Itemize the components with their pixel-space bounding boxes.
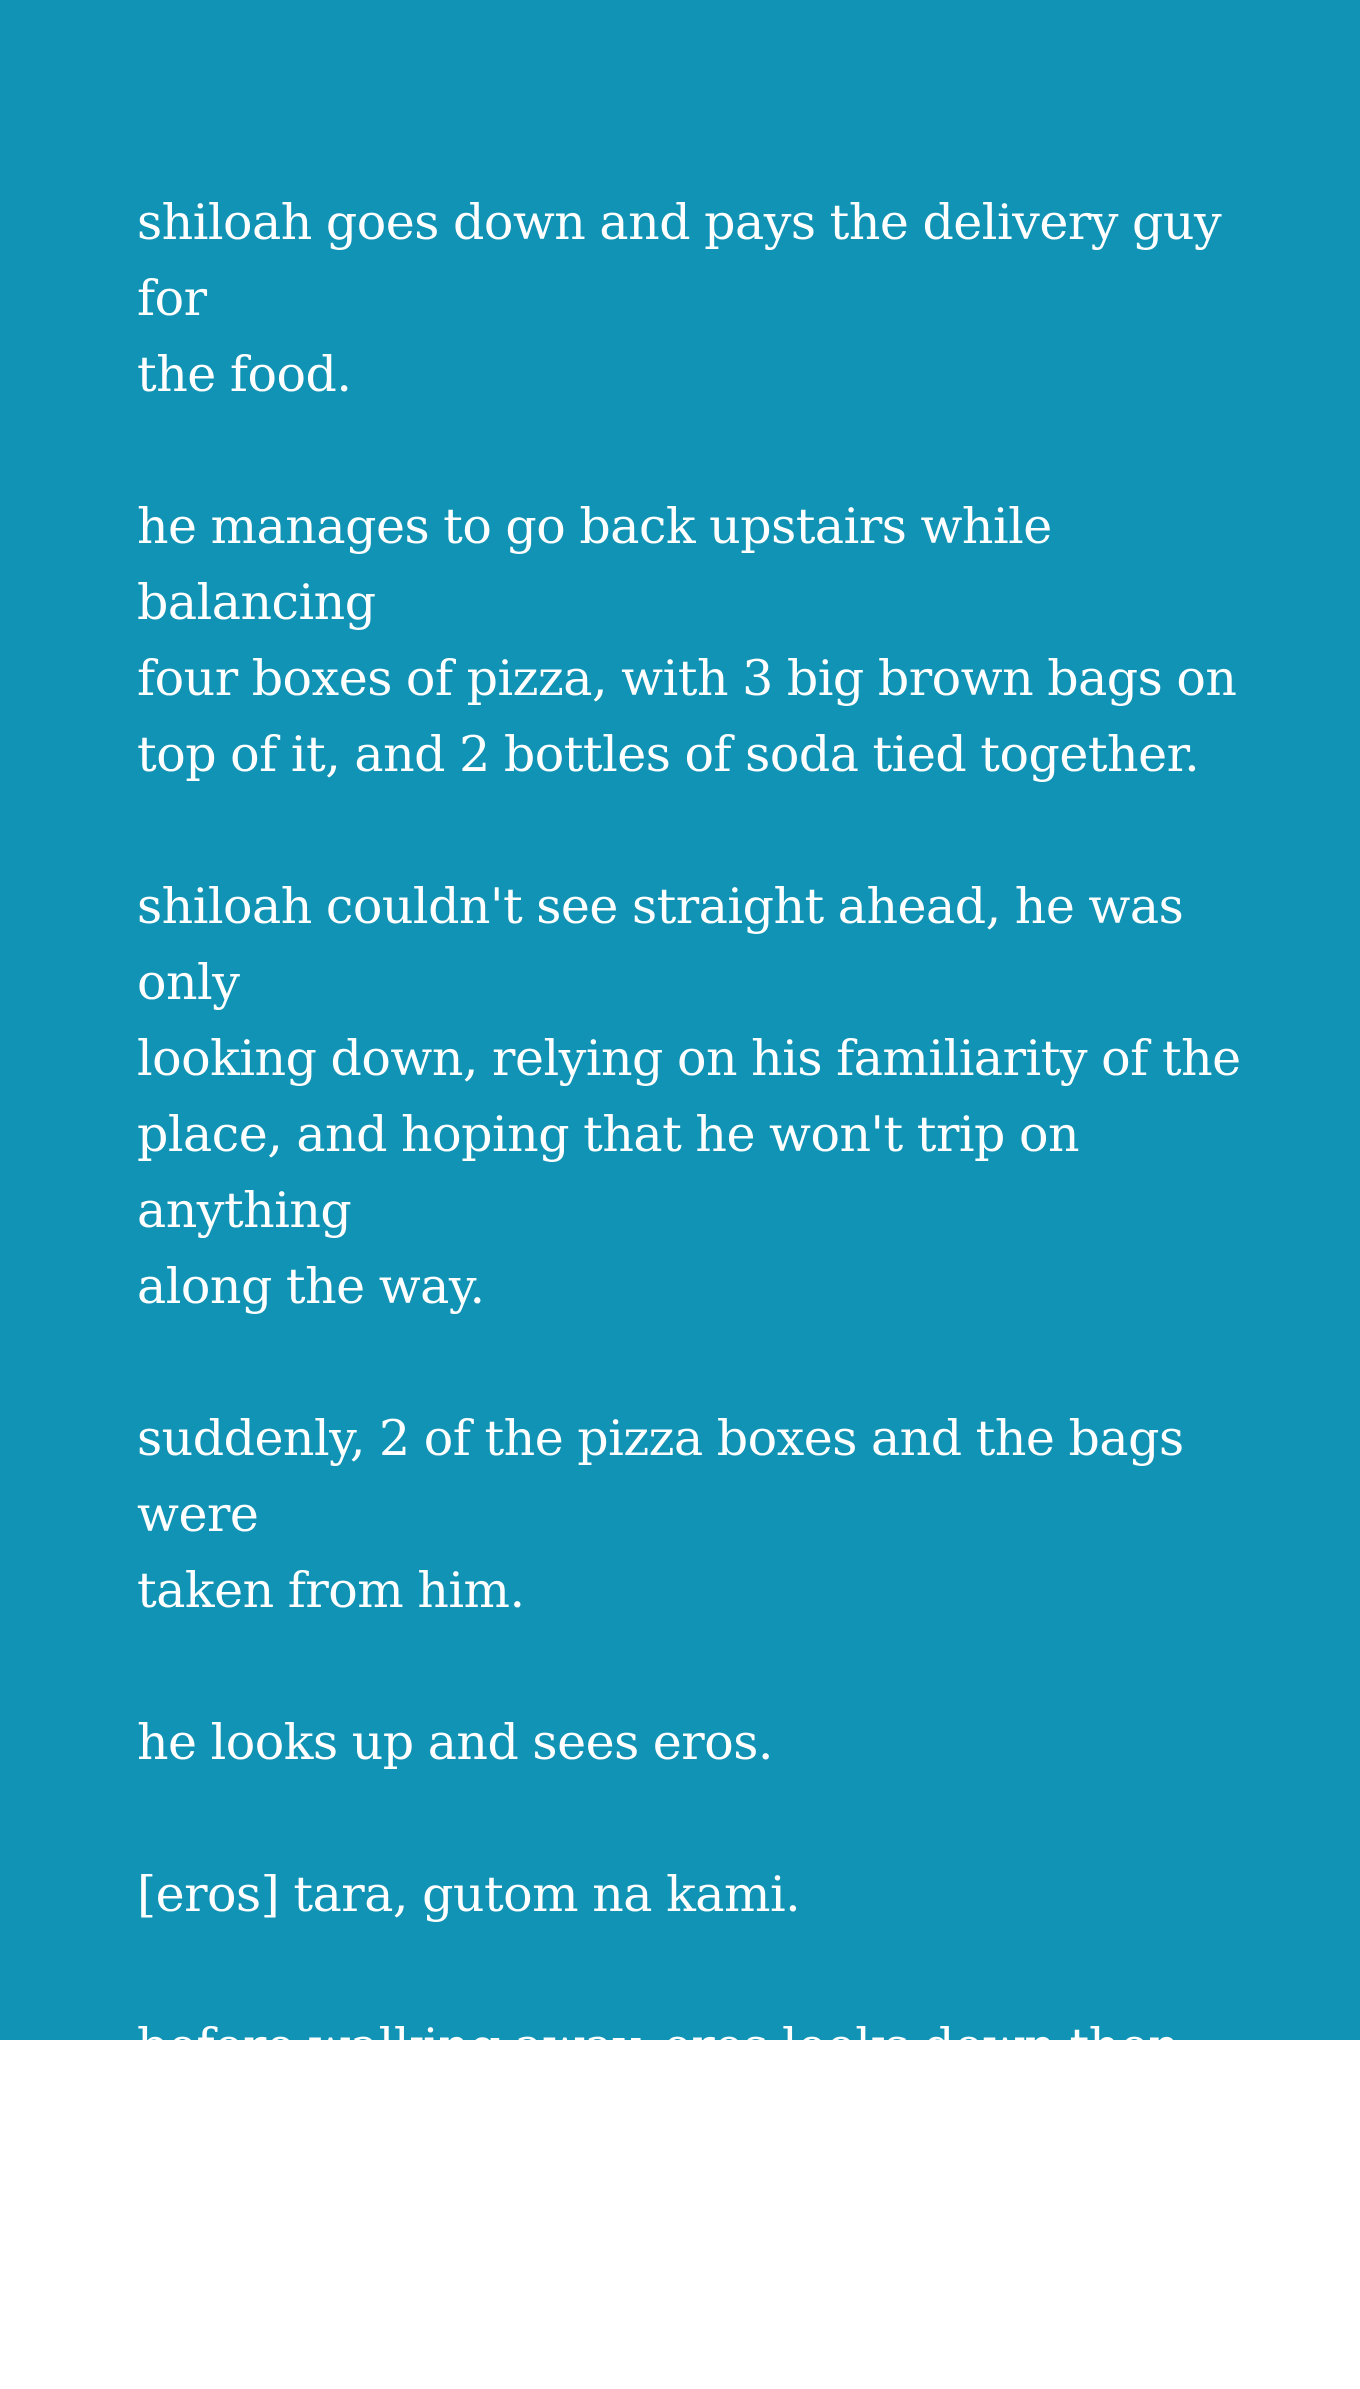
story-paragraph-3: shiloah couldn't see straight ahead, he was only looking down, relying on his familiarity of the place, and hoping that he won't trip on anything along the way. bbox=[137, 878, 1241, 1315]
story-paragraph-1: shiloah goes down and pays the delivery guy for the food. bbox=[137, 194, 1222, 403]
story-paragraph-2: he manages to go back upstairs while balancing four boxes of pizza, with 3 big brown bags on top of it, and 2 bottles of soda tied together. bbox=[137, 498, 1237, 783]
story-paragraph-6: [eros] tara, gutom na kami. bbox=[137, 1866, 801, 1923]
story-paragraph-5: he looks up and sees eros. bbox=[137, 1714, 773, 1771]
story-paragraph-7: before walking away, eros looks down then takes the soda bottles from shiloah. leaving him with only the two boxes to carry. bbox=[137, 2018, 1180, 2379]
story-paragraph-4: suddenly, 2 of the pizza boxes and the bags were taken from him. bbox=[137, 1410, 1184, 1619]
